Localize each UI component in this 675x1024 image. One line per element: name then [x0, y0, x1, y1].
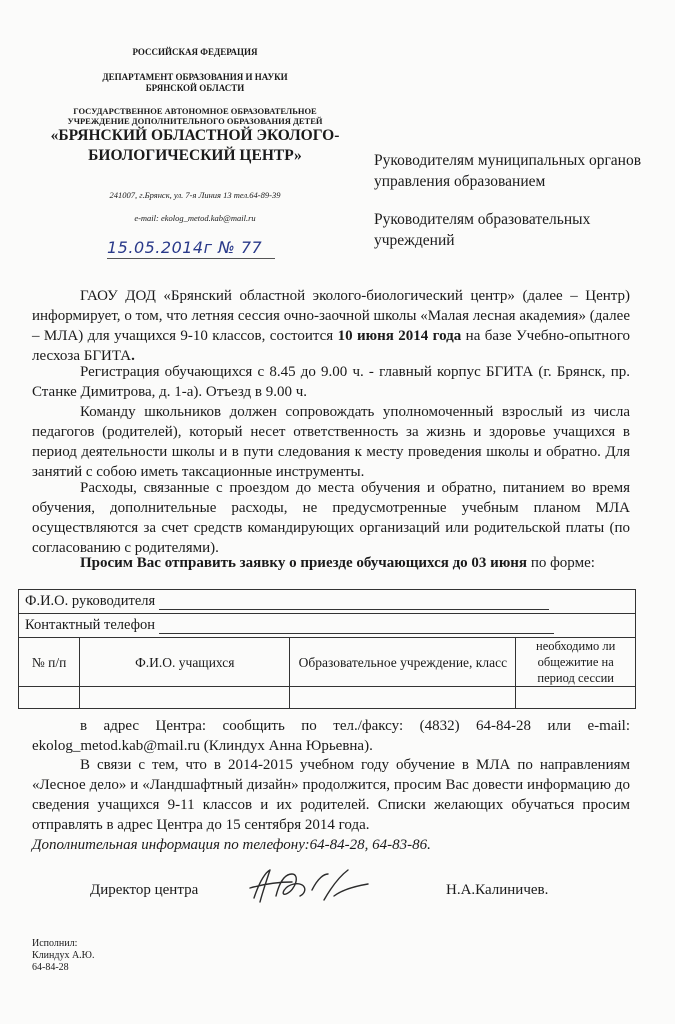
form-phone-cell	[19, 614, 636, 638]
form-leader-label: Ф.И.О. руководителя	[25, 593, 156, 609]
executor-label: Исполнил:	[32, 938, 78, 949]
paragraph-contact	[32, 716, 630, 756]
paragraph-continuation	[32, 755, 630, 855]
executor-block	[32, 938, 94, 974]
form-phone-blank	[159, 633, 554, 634]
department-line: БРЯНСКОЙ ОБЛАСТИ	[145, 83, 245, 93]
form-leader-cell	[19, 590, 636, 614]
form-col-number: № п/п	[19, 638, 80, 687]
session-date: 10 июня 2014 года	[337, 328, 462, 344]
handwritten-date-number	[107, 238, 275, 260]
signature-position: Директор центра	[90, 882, 199, 898]
form-blank-cell	[516, 687, 636, 709]
federation-title: РОССИЙСКАЯ ФЕДЕРАЦИЯ	[132, 47, 258, 57]
paragraph-registration	[32, 362, 630, 402]
handwritten-date-text: 15.05.2014г № 77	[107, 238, 263, 257]
intro-text: ГАОУ ДОД «Брянский областной эколого-биологический центр» (далее – Центр) информирует, о том, что летняя сессия очно-заочной школы «Малая лесная академия» (далее – МЛА) для учащихся 9-10 классов, состоится	[32, 288, 630, 344]
additional-info: Дополнительная информация по телефону:64-84-28, 64-83-86.	[32, 837, 431, 853]
request-bold: Просим Вас отправить заявку о приезде обучающихся до 03 июня	[80, 555, 528, 571]
form-header-row	[19, 638, 636, 687]
paragraph-escort	[32, 402, 630, 482]
form-blank-cell	[290, 687, 516, 709]
executor-phone: 64-84-28	[32, 962, 69, 973]
institution-name-line: «БРЯНСКИЙ ОБЛАСТНОЙ ЭКОЛОГО-	[50, 127, 340, 144]
form-row-leader	[19, 590, 636, 614]
institution-name	[20, 126, 370, 166]
date-underline	[107, 258, 275, 259]
institution-name-line: БИОЛОГИЧЕСКИЙ ЦЕНТР»	[88, 147, 302, 164]
department-title	[20, 72, 370, 94]
paragraph-intro	[32, 286, 630, 366]
form-blank-cell	[19, 687, 80, 709]
form-blank-cell	[80, 687, 290, 709]
form-phone-label: Контактный телефон	[25, 617, 156, 633]
paragraph-request	[32, 553, 630, 573]
addressee-municipal: Руководителям муниципальных органов управления образованием	[374, 152, 642, 190]
contact-text: в адрес Центра: сообщить по тел./факсу: (4832) 64-84-28 или e-mail: ekolog_metod.kab@mail.ru (Клиндух Анна Юрьевна).	[32, 718, 630, 754]
paragraph-expenses	[32, 478, 630, 558]
application-form	[18, 589, 636, 709]
form-blank-row	[19, 687, 636, 709]
registration-text: Регистрация обучающихся с 8.45 до 9.00 ч. - главный корпус БГИТА (г. Брянск, пр. Станке Димитрова, д. 1-а). Отъезд в 9.00 ч.	[32, 364, 630, 400]
institution-type-line: УЧРЕЖДЕНИЕ ДОПОЛНИТЕЛЬНОГО ОБРАЗОВАНИЯ ДЕТЕЙ	[67, 116, 323, 126]
expenses-text: Расходы, связанные с проездом до места обучения и обратно, питанием во время обучения, дополнительные расходы, не предусмотренные учебным планом МЛА осуществляются за счет средств командирующих организаций или родительской платы (по согласованию с родителями).	[32, 480, 630, 556]
institution-type	[20, 106, 370, 126]
intro-end: .	[131, 348, 135, 364]
department-line: ДЕПАРТАМЕНТ ОБРАЗОВАНИЯ И НАУКИ	[102, 72, 288, 82]
escort-text: Команду школьников должен сопровождать уполномоченный взрослый из числа педагогов (родителей), который несет ответственность за жизнь и здоровье учащихся в период деятельности школы и в пути следования к месту проведения школы и обратно. Для занятий с собою иметь таксационные инструменты.	[32, 404, 630, 480]
form-col-student-name: Ф.И.О. учащихся	[80, 638, 290, 687]
continuation-text: В связи с тем, что в 2014-2015 учебном году обучение в МЛА по направлениям «Лесное дело» и «Ландшафтный дизайн» продолжится, просим Вас довести информацию до сведения учащихся 9-11 классов и их родителей. Списки желающих обучаться просим отправлять в адрес Центра до 15 сентября 2014 года.	[32, 757, 630, 833]
address-line: 241007, г.Брянск, ул. 7-я Линия 13 тел.64-89-39	[109, 190, 281, 200]
form-leader-blank	[159, 609, 549, 610]
request-tail: по форме:	[527, 555, 595, 571]
institution-type-line: ГОСУДАРСТВЕННОЕ АВТОНОМНОЕ ОБРАЗОВАТЕЛЬНОЕ	[73, 106, 317, 116]
intro-tail: на базе Учебно-опытного лесхоза БГИТА	[32, 328, 630, 364]
addressee-institutions: Руководителям образовательных учреждений	[374, 211, 591, 249]
executor-name: Клиндух А.Ю.	[32, 950, 95, 961]
signature-name: Н.А.Калиничев.	[446, 882, 549, 898]
form-col-school: Образовательное учреждение, класс	[290, 638, 516, 687]
handwritten-signature	[236, 860, 386, 910]
form-row-phone	[19, 614, 636, 638]
form-col-dormitory: необходимо ли общежитие на период сессии	[516, 638, 636, 687]
email-line: e-mail: ekolog_metod.kab@mail.ru	[134, 213, 256, 223]
